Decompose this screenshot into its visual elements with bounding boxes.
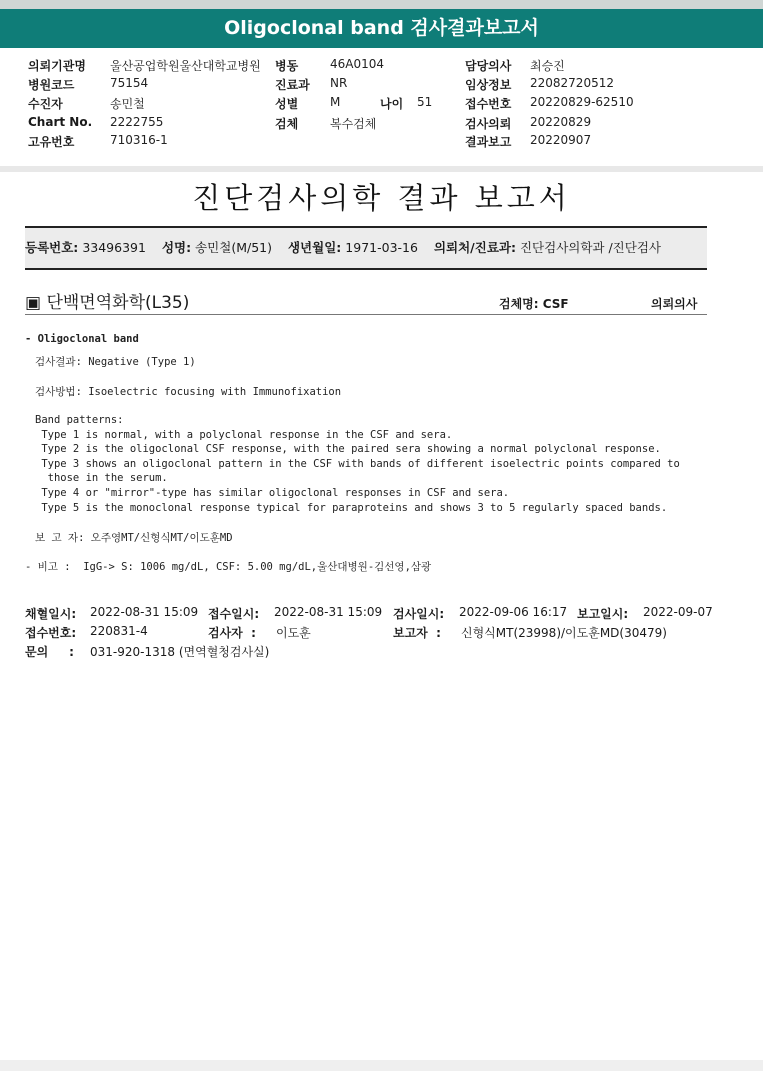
band-pattern-type3: Type 3 shows an oligoclonal pattern in the CSF with bands of different isoelectric points compared to (35, 458, 680, 470)
age-value: 51 (417, 95, 433, 109)
collection-time-label: 채혈일시: (25, 607, 77, 621)
department-label: 진료과 (275, 78, 310, 92)
hospital-code-label: 병원코드 (28, 78, 75, 92)
test-time-label: 검사일시: (393, 607, 445, 621)
band-pattern-type1: Type 1 is normal, with a polyclonal response in the CSF and sera. (35, 429, 453, 441)
ward-value: 46A0104 (330, 57, 385, 71)
tester-value: 이도훈 (276, 626, 311, 640)
section-title: ▣ 단백면역화학(L35) (25, 293, 190, 313)
tester-label: 검사자 : (208, 626, 256, 640)
registration-bar (25, 226, 707, 270)
receive-time-label: 접수일시: (208, 607, 260, 621)
institution-label: 의뢰기관명 (28, 59, 86, 73)
department-value: NR (330, 76, 348, 90)
patient-value: 송민철 (110, 97, 145, 111)
specimen-name: 검체명: CSF (499, 297, 569, 311)
footer-reporter-label: 보고자 : (393, 626, 441, 640)
receipt-no-value: 20220829-62510 (530, 95, 634, 109)
reg-no-value: 33496391 (82, 240, 146, 255)
result-report-label: 결과보고 (465, 135, 512, 149)
birth-value: 1971-03-16 (345, 240, 418, 255)
result-report-value: 20220907 (530, 133, 592, 147)
reporter-line: 보 고 자: 오주영MT/신형식MT/이도훈MD (35, 532, 233, 544)
birth-label: 생년월일: (287, 240, 342, 255)
chart-no-label: Chart No. (28, 115, 93, 129)
contact-value: 031-920-1318 (면역혈청검사실) (90, 645, 270, 659)
band-patterns-heading: Band patterns: (35, 414, 124, 426)
chart-no-value: 2222755 (110, 115, 164, 129)
document-title: 진단검사의학 결과 보고서 (192, 181, 571, 215)
attending-doctor-label: 담당의사 (465, 59, 512, 73)
clinical-info-value: 22082720512 (530, 76, 614, 90)
collection-time-value: 2022-08-31 15:09 (90, 605, 199, 619)
test-request-label: 검사의뢰 (465, 117, 512, 131)
reg-no-label: 등록번호: (25, 240, 79, 255)
report-header: Oligoclonal band 검사결과보고서 (0, 9, 763, 48)
bottom-strip (0, 1060, 763, 1071)
patient-label: 수진자 (28, 97, 63, 111)
sex-label: 성별 (275, 97, 299, 111)
specimen-value: 복수검체 (330, 117, 377, 131)
ward-label: 병동 (275, 59, 299, 73)
report-time-value: 2022-09-07 (643, 605, 713, 619)
top-strip (0, 0, 763, 9)
name-label: 성명: (161, 240, 192, 255)
age-label: 나이 (380, 97, 404, 111)
name-value: 송민철(M/51) (195, 240, 272, 255)
hospital-code-value: 75154 (110, 76, 149, 90)
remark-line: - 비고 : IgG-> S: 1006 mg/dL, CSF: 5.00 mg/dL,울산대병원-김선영,삼광 (25, 561, 432, 573)
footer-receipt-label: 접수번호: (25, 626, 77, 640)
specimen-label: 검체 (275, 117, 299, 131)
test-heading: - Oligoclonal band (25, 333, 139, 345)
band-pattern-type2: Type 2 is the oligoclonal CSF response, with the paired sera showing a normal polyclonal response. (35, 443, 661, 455)
footer-receipt-value: 220831-4 (90, 624, 148, 638)
band-pattern-type4: Type 4 or "mirror"-type has similar oligoclonal responses in CSF and sera. (35, 487, 510, 499)
band-pattern-type5: Type 5 is the monoclonal response typical for paraproteins and shows 3 to 5 regularly spaced bands. (35, 502, 668, 514)
footer-reporter-value: 신형식MT(23998)/이도훈MD(30479) (461, 626, 667, 640)
sex-value: M (330, 95, 341, 109)
test-request-value: 20220829 (530, 115, 592, 129)
band-pattern-type3-cont: those in the serum. (35, 472, 168, 484)
test-result: 검사결과: Negative (Type 1) (35, 356, 196, 368)
unique-no-label: 고유번호 (28, 135, 75, 149)
receive-time-value: 2022-08-31 15:09 (274, 605, 383, 619)
requester-dept-label: 의뢰처/진료과: (433, 240, 516, 255)
institution-value: 울산공업학원울산대학교병원 (110, 59, 261, 73)
attending-doctor-value: 최승진 (530, 59, 565, 73)
clinical-info-label: 임상정보 (465, 78, 512, 92)
requesting-doctor-label: 의뢰의사 (651, 297, 698, 311)
receipt-no-label: 접수번호 (465, 97, 512, 111)
test-method: 검사방법: Isoelectric focusing with Immunofixation (35, 386, 342, 398)
section-header (25, 288, 707, 315)
report-time-label: 보고일시: (577, 607, 629, 621)
contact-label: 문의 : (25, 645, 74, 659)
requester-dept-value: 진단검사의학과 /진단검사 (519, 240, 661, 255)
section-separator (0, 166, 763, 172)
test-time-value: 2022-09-06 16:17 (459, 605, 568, 619)
unique-no-value: 710316-1 (110, 133, 168, 147)
